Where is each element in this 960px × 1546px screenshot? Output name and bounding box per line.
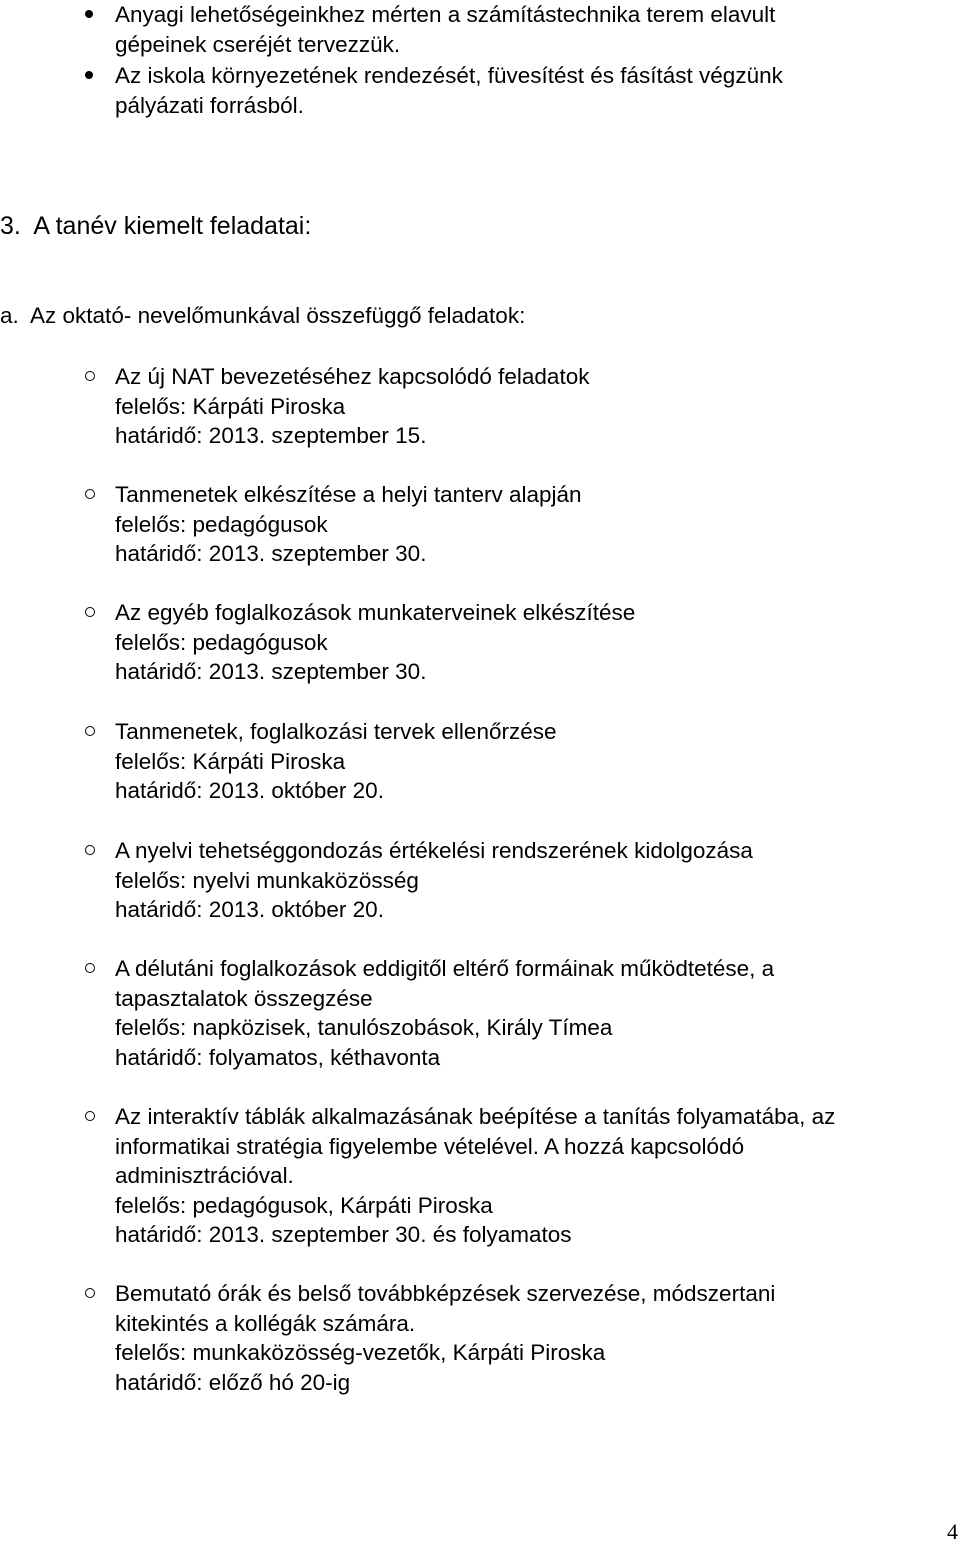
- task-title: Bemutató órák és belső továbbképzések szervezése, módszertani: [115, 1281, 776, 1306]
- task-responsible: felelős: pedagógusok: [115, 511, 328, 537]
- task-title: Tanmenetek, foglalkozási tervek ellenőrzése: [115, 719, 557, 744]
- task-item: [115, 362, 945, 451]
- intro-bullet-1: [115, 0, 945, 59]
- task-item: [115, 1102, 945, 1250]
- task-deadline: határidő: 2013. október 20.: [115, 897, 384, 923]
- task-responsible: felelős: Kárpáti Piroska: [115, 393, 346, 419]
- task-responsible: felelős: munkaközösség-vezetők, Kárpáti Piroska: [115, 1340, 606, 1366]
- task-item: [115, 717, 945, 806]
- task-title-continued: informatikai stratégia figyelembe vételével. A hozzá kapcsolódó: [115, 1133, 745, 1159]
- task-title: Tanmenetek elkészítése a helyi tanterv alapján: [115, 482, 582, 507]
- task-deadline: határidő: folyamatos, kéthavonta: [115, 1044, 441, 1070]
- task-responsible: felelős: nyelvi munkaközösség: [115, 867, 419, 893]
- task-responsible: felelős: pedagógusok: [115, 629, 328, 655]
- section-heading: 3. A tanév kiemelt feladatai:: [0, 212, 312, 240]
- task-item: [115, 836, 945, 925]
- task-item: [115, 1279, 945, 1397]
- task-responsible: felelős: pedagógusok, Kárpáti Piroska: [115, 1192, 493, 1218]
- page-number: 4: [947, 1519, 958, 1544]
- task-deadline: határidő: előző hó 20-ig: [115, 1369, 351, 1395]
- task-title-continued: tapasztalatok összegzése: [115, 985, 373, 1011]
- task-title: A délutáni foglalkozások eddigitől eltérő formáinak működtetése, a: [115, 956, 775, 981]
- task-item: [115, 954, 945, 1072]
- text-line: gépeinek cseréjét tervezzük.: [115, 31, 401, 57]
- text-line: Anyagi lehetőségeinkhez mérten a számítástechnika terem elavult: [115, 2, 776, 27]
- task-responsible: felelős: Kárpáti Piroska: [115, 748, 346, 774]
- task-deadline: határidő: 2013. október 20.: [115, 778, 384, 804]
- task-deadline: határidő: 2013. szeptember 15.: [115, 423, 427, 449]
- task-deadline: határidő: 2013. szeptember 30.: [115, 541, 427, 567]
- intro-bullet-2: [115, 61, 945, 120]
- task-item: [115, 598, 945, 687]
- task-deadline: határidő: 2013. szeptember 30.: [115, 659, 427, 685]
- task-title: A nyelvi tehetséggondozás értékelési rendszerének kidolgozása: [115, 838, 753, 863]
- task-title: Az interaktív táblák alkalmazásának beépítése a tanítás folyamatába, az: [115, 1104, 836, 1129]
- text-line: pályázati forrásból.: [115, 92, 304, 118]
- text-line: Az iskola környezetének rendezését, füvesítést és fásítást végzünk: [115, 63, 783, 88]
- task-title: Az új NAT bevezetéséhez kapcsolódó feladatok: [115, 364, 590, 389]
- task-responsible: felelős: napközisek, tanulószobások, Király Tímea: [115, 1015, 613, 1041]
- task-title-continued: kitekintés a kollégák számára.: [115, 1310, 416, 1336]
- task-item: [115, 480, 945, 569]
- task-title-continued: adminisztrációval.: [115, 1163, 294, 1189]
- sub-heading: a. Az oktató- nevelőmunkával összefüggő feladatok:: [0, 303, 526, 328]
- task-deadline: határidő: 2013. szeptember 30. és folyamatos: [115, 1222, 572, 1248]
- task-title: Az egyéb foglalkozások munkaterveinek elkészítése: [115, 600, 636, 625]
